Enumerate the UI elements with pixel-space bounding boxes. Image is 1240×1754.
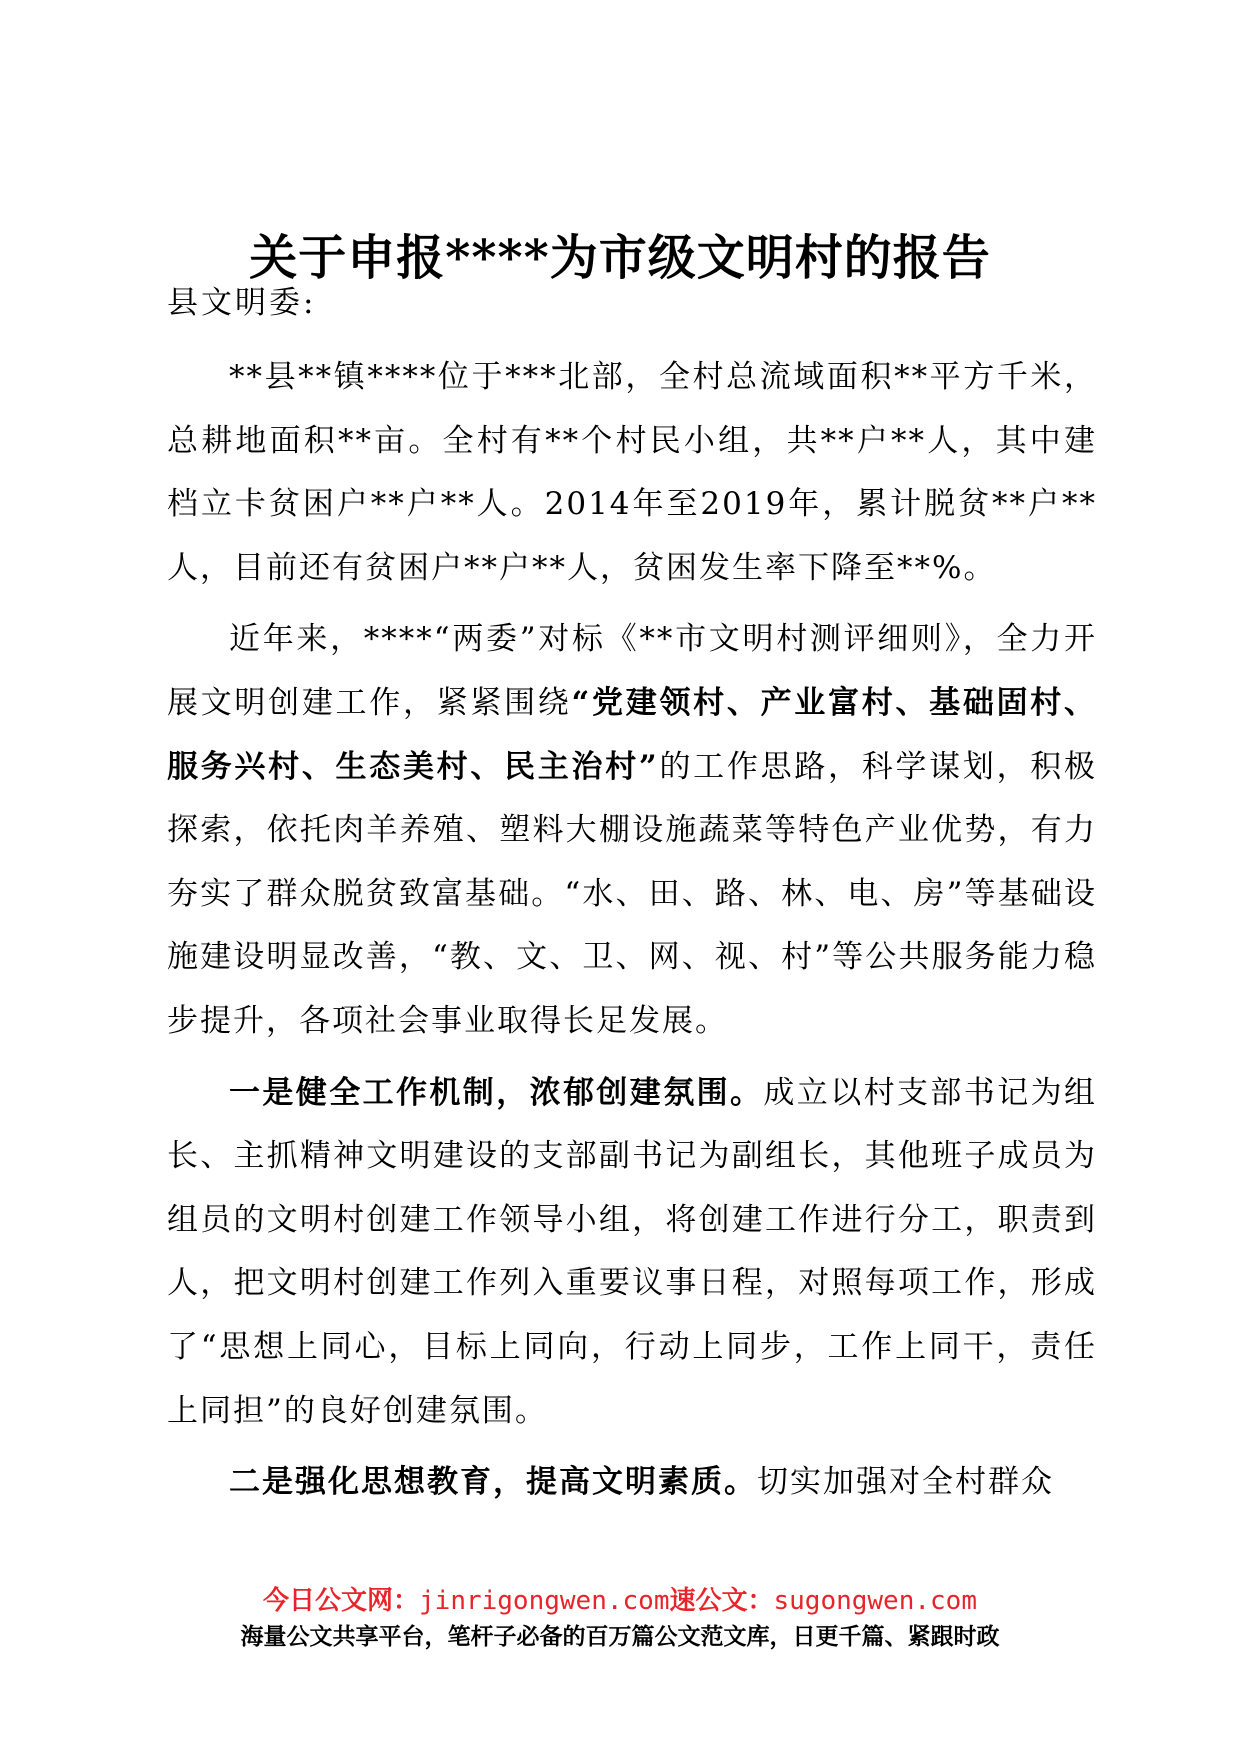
paragraph-work-mechanism	[167, 1062, 1097, 1444]
document-title: 关于申报****为市级文明村的报告	[249, 230, 991, 286]
salutation: 县文明委:	[167, 285, 317, 321]
paragraph-ideological-education	[167, 1451, 1097, 1515]
footer-site1-label: 今日公文网：	[263, 1586, 420, 1616]
footer-watermark-sites	[0, 1584, 1240, 1618]
paragraph-work-mechanism-heading: 一是健全工作机制，浓郁创建氛围。	[229, 1074, 764, 1111]
document-body	[167, 346, 1097, 1515]
paragraph-ideological-education-detail: 切实加强对全村群众	[757, 1464, 1054, 1501]
paragraph-recent-work-slogan: “党建领村、产业富村、基础固村、服务兴村、生态美村、民主治村”	[167, 684, 1097, 785]
footer-tagline: 海量公文共享平台，笔杆子必备的百万篇公文范文库，日更千篇、紧跟时政	[240, 1624, 1000, 1650]
footer-site2-link[interactable]: sugongwen.com	[773, 1586, 977, 1616]
paragraph-recent-work-detail: 的工作思路，科学谋划，积极探索，依托肉羊养殖、塑料大棚设施蔬菜等特色产业优势，有力夯实了群众脱贫致富基础。“水、田、路、林、电、房”等基础设施建设明显改善，“教、文、卫、网、视、村”等公共服务能力稳步提升，各项社会事业取得长足发展。	[167, 748, 1097, 1039]
footer-site2-label: 速公文：	[669, 1586, 774, 1616]
paragraph-work-mechanism-detail: 成立以村支部书记为组长、主抓精神文明建设的支部副书记为副组长，其他班子成员为组员的文明村创建工作领导小组，将创建工作进行分工，职责到人，把文明村创建工作列入重要议事日程，对照每项工作，形成了“思想上同心，目标上同向，行动上同步，工作上同干，责任上同担”的良好创建氛围。	[167, 1074, 1098, 1429]
footer-site1-link[interactable]: jinrigongwen.com	[419, 1586, 670, 1616]
paragraph-ideological-education-heading: 二是强化思想教育，提高文明素质。	[229, 1464, 757, 1501]
paragraph-recent-work-intro: 近年来，****“两委”对标《**市文明村测评细则》，全力开展文明创建工作，紧紧围绕	[167, 621, 1097, 721]
paragraph-village-overview: **县**镇****位于***北部，全村总流域面积**平方千米，总耕地面积**亩。全村有**个村民小组，共**户**人，其中建档立卡贫困户**户**人。2014年至2019年，累计脱贫**户**人，目前还有贫困户**户**人，贫困发生率下降至**%。	[167, 359, 1097, 586]
paragraph-recent-work	[167, 608, 1097, 1053]
